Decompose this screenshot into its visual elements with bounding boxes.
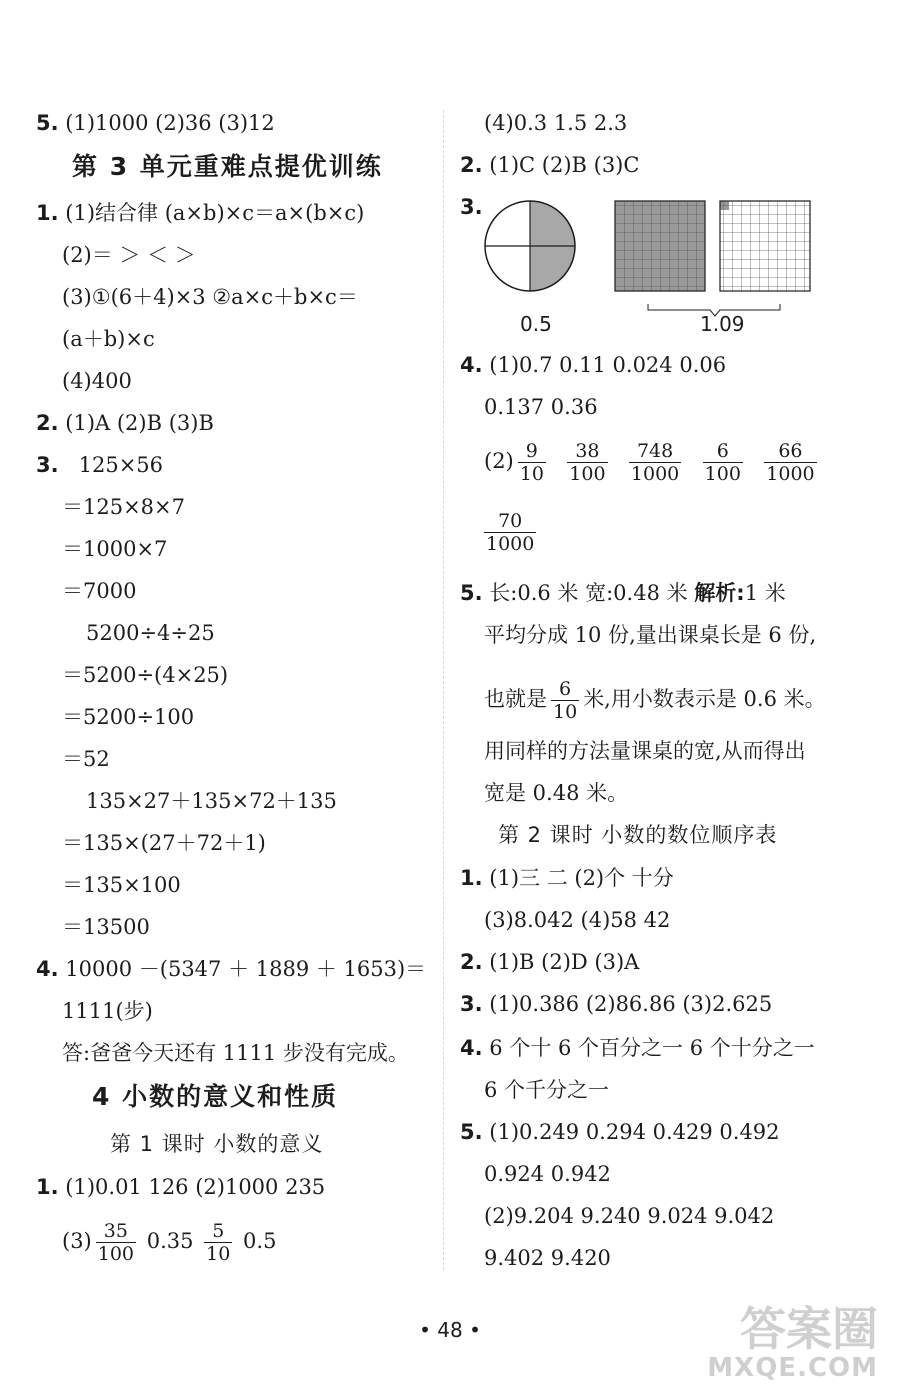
answer-line: 答:爸爸今天还有 1111 步没有完成。: [62, 1041, 409, 1065]
answer-line: 用同样的方法量课桌的宽,从而得出: [484, 739, 806, 763]
section-heading-unit3: 第 3 单元重难点提优训练: [72, 152, 383, 181]
answer-line: 1. (1)0.01 126 (2)1000 235: [36, 1175, 326, 1199]
answer-line: (2)9.204 9.240 9.024 9.042: [484, 1204, 775, 1228]
full-shaded-grid: [615, 201, 705, 291]
lesson-heading: 第 1 课时 小数的意义: [110, 1132, 324, 1156]
answer-line: 4. 10000 －(5347 ＋ 1889 ＋ 1653)＝: [36, 957, 427, 981]
answer-line: 9.402 9.420: [484, 1246, 611, 1270]
fraction: $\frac{38}{100}$: [569, 440, 606, 485]
answer-line: 1. (1)三 二 (2)个 十分: [460, 866, 674, 890]
answer-line: (2)＝ ＞ ＜ ＞: [62, 243, 196, 267]
answer-line: 5. (1)0.249 0.294 0.429 0.492: [460, 1120, 780, 1144]
answer-line: 5. 长:0.6 米 宽:0.48 米 解析:1 米: [460, 581, 786, 605]
answer-line: 5. (1)1000 (2)36 (3)12: [36, 111, 275, 135]
answer-line: 4. 6 个十 6 个百分之一 6 个十分之一: [460, 1036, 815, 1060]
answer-line: 3. (1)0.386 (2)86.86 (3)2.625: [460, 992, 773, 1016]
answer-line: 3. 125×56: [36, 453, 164, 477]
fraction: $\frac{6}{10}$: [553, 678, 578, 723]
calc-step: 135×27＋135×72＋135: [86, 789, 337, 813]
answer-line: (3)①(6＋4)×3 ②a×c＋b×c＝: [62, 285, 358, 309]
fraction: $\frac{70}{1000}$: [486, 510, 535, 555]
answer-line: (4)0.3 1.5 2.3: [484, 111, 628, 135]
calc-step: ＝135×(27＋72＋1): [62, 831, 266, 855]
answer-line-fractions: (3) $\frac{35}{100}$ 0.35 $\frac{5}{10}$ 0.5: [62, 1220, 277, 1265]
answer-line: 2. (1)C (2)B (3)C: [460, 153, 640, 177]
answer-line: 平均分成 10 份,量出课桌长是 6 份,: [484, 623, 817, 647]
fraction: $\frac{5}{10}$: [206, 1220, 231, 1265]
answer-line: 0.137 0.36: [484, 395, 598, 419]
fraction: $\frac{6}{100}$: [704, 440, 741, 485]
answer-line: 2. (1)B (2)D (3)A: [460, 950, 640, 974]
calc-step: 5200÷4÷25: [86, 621, 215, 645]
answer-line: (3)8.042 (4)58 42: [484, 908, 671, 932]
answer-line: 1. (1)结合律 (a×b)×c＝a×(b×c): [36, 201, 365, 225]
fraction: $\frac{66}{1000}$: [766, 440, 815, 485]
answer-line-fractions: (2) $\frac{9}{10}$ $\frac{38}{100}$ $\frac{748}{1000}$ $\frac{6}{100}$ $\frac{66}{1000}$: [484, 440, 815, 485]
answer-number: 3.: [460, 195, 483, 219]
page-number: • 48 •: [419, 1318, 481, 1342]
grid-label: 1.09: [700, 312, 745, 336]
watermark-logo: [707, 1304, 878, 1382]
fraction: $\frac{35}{100}$: [97, 1220, 135, 1265]
answer-line: (4)400: [62, 369, 132, 393]
answer-line: 0.924 0.942: [484, 1162, 611, 1186]
watermark-title: 答案圈: [740, 1302, 878, 1356]
column-divider: [443, 110, 444, 1270]
half-shaded-circle: [485, 201, 575, 291]
answer-line-fractions: 也就是 $\frac{6}{10}$ 米,用小数表示是 0.6 米。: [484, 678, 826, 723]
lesson-heading: 第 2 课时 小数的数位顺序表: [498, 823, 778, 847]
answer-line: (a＋b)×c: [62, 327, 155, 351]
answer-line: 4. (1)0.7 0.11 0.024 0.06: [460, 353, 727, 377]
fraction: $\frac{9}{10}$: [519, 440, 544, 485]
partial-shaded-grid: [720, 201, 810, 291]
answer-line: 宽是 0.48 米。: [484, 781, 629, 805]
calc-step: ＝5200÷100: [62, 705, 195, 729]
calc-step: ＝135×100: [62, 873, 181, 897]
circle-label: 0.5: [520, 312, 552, 336]
calc-step: ＝125×8×7: [62, 495, 185, 519]
fraction: $\frac{748}{1000}$: [630, 440, 680, 485]
calc-step: ＝5200÷(4×25): [62, 663, 229, 687]
calc-step: ＝13500: [62, 915, 150, 939]
answer-line: 1111(步): [62, 999, 153, 1023]
answer-line: 2. (1)A (2)B (3)B: [36, 411, 214, 435]
chapter-heading: 4 小数的意义和性质: [92, 1082, 339, 1111]
answer-line-fractions: [484, 510, 540, 555]
calc-step: ＝52: [62, 747, 110, 771]
answer-line: 6 个千分之一: [484, 1078, 610, 1102]
calc-step: ＝7000: [62, 579, 137, 603]
watermark-url: MXQE.COM: [707, 1353, 878, 1383]
calc-step: ＝1000×7: [62, 537, 168, 561]
